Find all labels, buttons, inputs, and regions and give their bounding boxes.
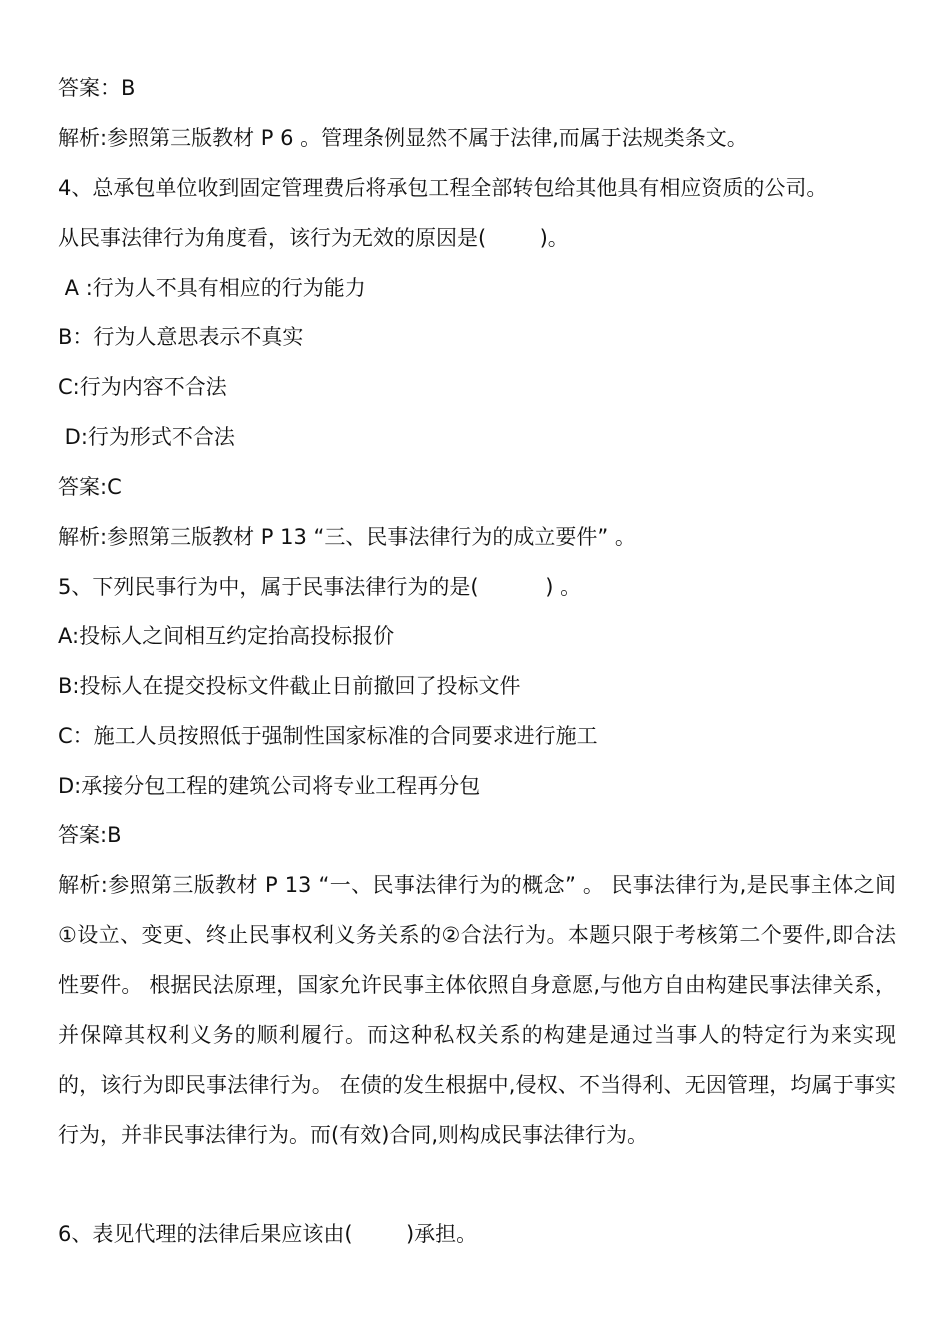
analysis-q5-paragraph: 解析:参照第三版教材 P 13 “一、民事法律行为的概念” 。 民事法律行为,是民事主体之间①设立、变更、终止民事权利义务关系的②合法行为。本题只限于考核第二个要件,即合法性要件。 根据民法原理，国家允许民事主体依照自身意愿,与他方自由构建民事法律关系，并保障其权利义务的顺利履行。而这种私权关系的构建是通过当事人的特定行为来实现的，该行为即民事法律行为。 在债的发生根据中,侵权、不当得利、无因管理，均属于事实行为，并非民事法律行为。而(有效)合同,则构成民事法律行为。 xyxy=(58,873,896,1147)
question-4-option-b: B：行为人意思表示不真实 xyxy=(58,325,304,349)
question-4-option-c: C:行为内容不合法 xyxy=(58,375,227,399)
question-4-stem: 4、总承包单位收到固定管理费后将承包工程全部转包给其他具有相应资质的公司。 xyxy=(58,176,828,200)
question-4-stem-cont: 从民事法律行为角度看，该行为无效的原因是( )。 xyxy=(58,226,569,250)
question-5-option-d: D:承接分包工程的建筑公司将专业工程再分包 xyxy=(58,774,481,798)
answer-q5: 答案:B xyxy=(58,823,122,847)
question-4-option-a: A :行为人不具有相应的行为能力 xyxy=(58,276,366,300)
question-4-option-d: D:行为形式不合法 xyxy=(58,425,235,449)
question-6-stem: 6、表见代理的法律后果应该由( )承担。 xyxy=(58,1222,478,1246)
question-5-stem: 5、下列民事行为中，属于民事法律行为的是( ) 。 xyxy=(58,575,582,599)
question-5-option-a: A:投标人之间相互约定抬高投标报价 xyxy=(58,624,395,648)
answer-q4: 答案:C xyxy=(58,475,122,499)
answer-q3: 答案：B xyxy=(58,76,136,100)
analysis-q3: 解析:参照第三版教材 P 6 。管理条例显然不属于法律,而属于法规类条文。 xyxy=(58,126,748,150)
question-5-option-c: C：施工人员按照低于强制性国家标准的合同要求进行施工 xyxy=(58,724,598,748)
analysis-q4: 解析:参照第三版教材 P 13 “三、民事法律行为的成立要件” 。 xyxy=(58,525,636,549)
question-5-option-b: B:投标人在提交投标文件截止日前撤回了投标文件 xyxy=(58,674,521,698)
